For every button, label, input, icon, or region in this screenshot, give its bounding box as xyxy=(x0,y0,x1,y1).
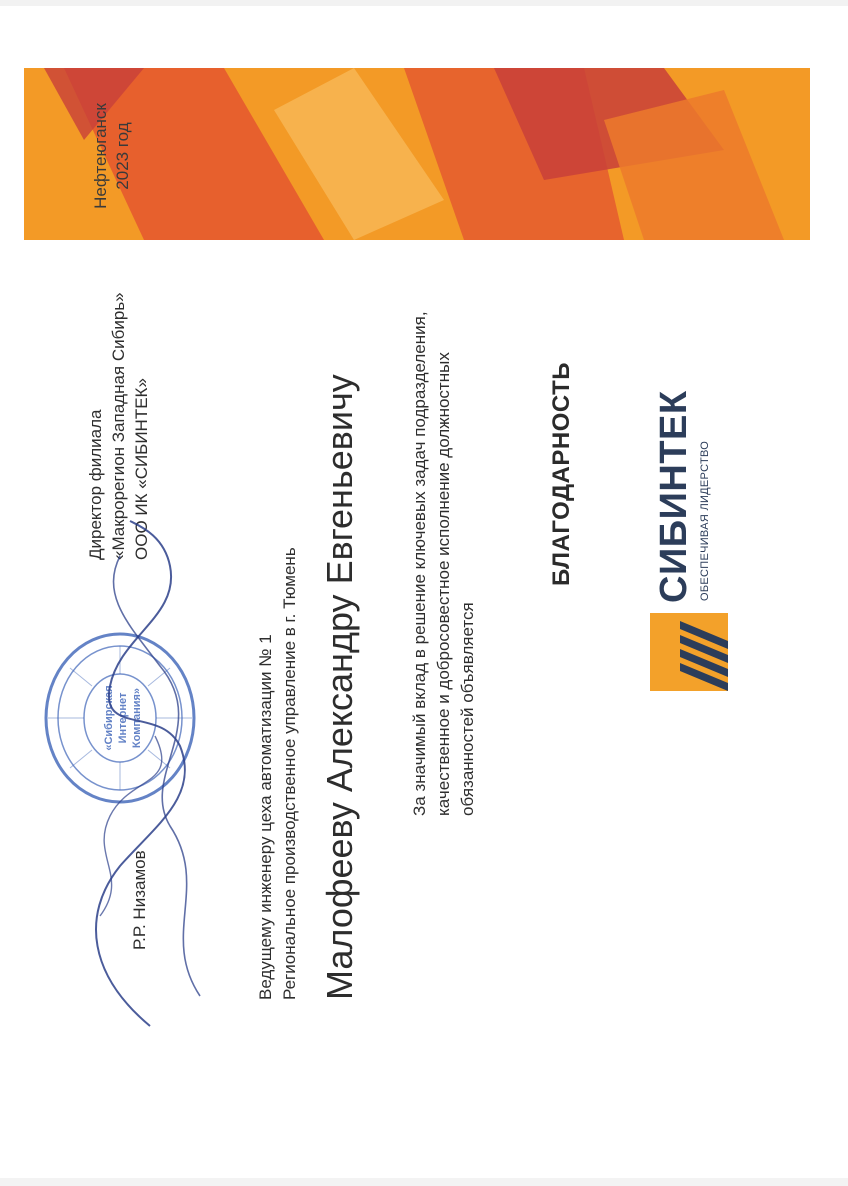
signer-title-line: ООО ИК «СИБИНТЕК» xyxy=(132,378,151,560)
signer-name: Р.Р. Низамов xyxy=(130,850,149,950)
signer-title-line: Директор филиала xyxy=(86,409,105,560)
svg-text:Интернет: Интернет xyxy=(117,692,129,744)
company-logo xyxy=(640,391,730,691)
certificate-title: БЛАГОДАРНОСТЬ xyxy=(548,361,575,586)
intro-line: За значимый вклад в решение ключевых задач подразделения, xyxy=(410,311,429,816)
recipient-name: Малофееву Александру Евгеньевичу xyxy=(319,374,360,1000)
position-line: Ведущему инженеру цеха автоматизации № 1 xyxy=(256,634,275,1000)
year-text: 2023 год xyxy=(113,122,132,190)
signer-title-line: «Макрорегион Западная Сибирь» xyxy=(109,292,128,560)
certificate-intro xyxy=(408,36,480,816)
handwritten-signature-icon xyxy=(60,516,230,1036)
sibintek-logo-icon xyxy=(650,613,728,691)
svg-text:«Сибирская: «Сибирская xyxy=(103,685,115,751)
svg-text:Компания»: Компания» xyxy=(131,687,143,749)
position-line: Региональное производственное управление в г. Тюмень xyxy=(280,547,299,1000)
recipient-position xyxy=(254,100,302,1000)
logo-wordmark: СИБИНТЕК xyxy=(653,390,695,603)
intro-line: качественное и добросовестное исполнение должностных xyxy=(434,352,453,816)
signer-block xyxy=(84,140,153,560)
logo-tagline: ОБЕСПЕЧИВАЯ ЛИДЕРСТВО xyxy=(699,440,711,601)
city-text: Нефтеюганск xyxy=(91,103,110,209)
intro-line: обязанностей объявляется xyxy=(458,602,477,816)
